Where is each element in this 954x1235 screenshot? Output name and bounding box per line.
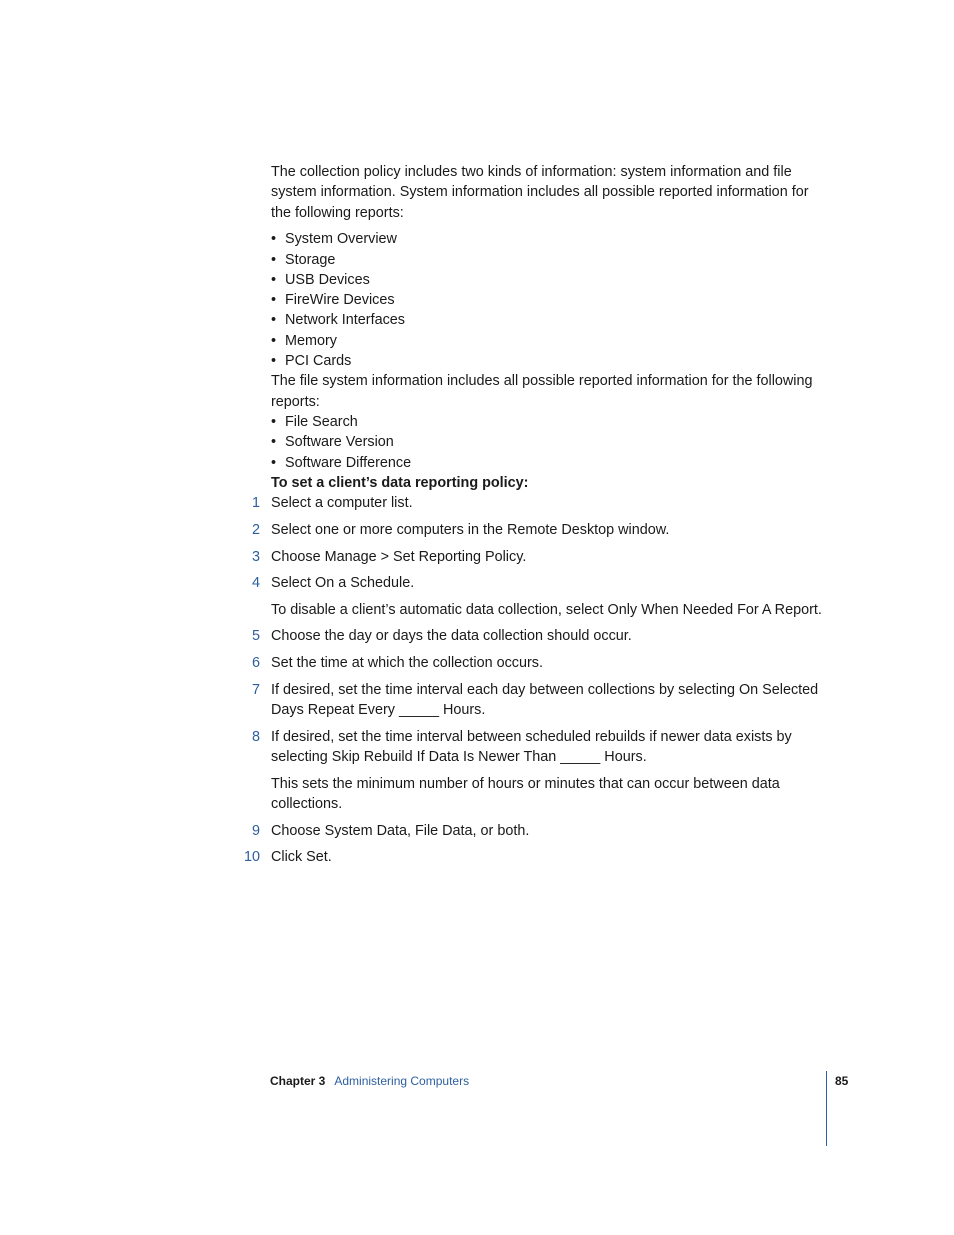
step-8-note: This sets the minimum number of hours or minutes that can occur between data collections. [271, 775, 780, 812]
step-text: If desired, set the time interval each day between collections by selecting On Selected Days Repeat Every _____ Hours. [271, 681, 819, 718]
step-4-note: To disable a client’s automatic data collection, select Only When Needed For A Report. [271, 601, 822, 618]
step-text: Select one or more computers in the Remote Desktop window. [271, 522, 670, 538]
list-item: • FireWire Devices [271, 290, 831, 310]
step-4 [251, 573, 831, 593]
step-7 [251, 680, 831, 721]
step-text: Choose the day or days the data collection should occur. [271, 628, 632, 645]
list-item: • Software Difference [271, 453, 831, 473]
step-text: Choose System Data, File Data, or both. [271, 822, 530, 839]
step-text: Select a computer list. [271, 495, 413, 512]
procedure-steps-continued [251, 626, 831, 767]
procedure-heading: To set a client’s data reporting policy: [271, 475, 529, 491]
step-2 [251, 520, 831, 540]
list-item: • Network Interfaces [271, 310, 831, 330]
step-5 [251, 626, 831, 646]
list-item: • Memory [271, 331, 831, 351]
list-item: • File Search [271, 412, 831, 432]
step-number: 6 [251, 654, 260, 671]
list-item: • Software Version [271, 432, 831, 452]
filesystem-reports-list [271, 412, 831, 473]
step-number: 8 [251, 728, 260, 745]
chapter-label: Chapter 3 [270, 1074, 326, 1088]
footer-divider [826, 1071, 827, 1146]
filesystem-paragraph: The file system information includes all possible reported information for the following reports: [271, 373, 813, 410]
procedure-steps [251, 493, 831, 593]
step-number: 5 [251, 628, 260, 645]
step-text: Click Set. [271, 849, 332, 866]
list-item: • Storage [271, 250, 831, 270]
page-body [243, 162, 831, 874]
step-number: 9 [251, 822, 260, 839]
procedure-steps-final [243, 821, 831, 868]
step-3 [251, 547, 831, 567]
page-footer [270, 1073, 469, 1089]
step-text: Set the time at which the collection occurs. [271, 654, 543, 671]
step-8 [251, 727, 831, 768]
chapter-title: Administering Computers [334, 1074, 470, 1088]
list-item: • PCI Cards [271, 351, 831, 371]
step-text: Choose Manage > Set Reporting Policy. [271, 548, 527, 565]
step-text: Select On a Schedule. [271, 575, 415, 592]
step-6 [251, 653, 831, 673]
step-number: 3 [251, 548, 260, 565]
page-number: 85 [835, 1074, 849, 1088]
list-item: • USB Devices [271, 270, 831, 290]
step-number: 7 [251, 681, 260, 698]
intro-paragraph: The collection policy includes two kinds of information: system information and file system information. System information includes all possible reported information for the following reports: [271, 164, 809, 221]
step-number: 4 [251, 575, 260, 592]
step-number: 10 [243, 849, 260, 866]
step-9 [251, 821, 831, 841]
list-item: • System Overview [271, 229, 831, 249]
step-number: 1 [251, 495, 260, 512]
step-10 [243, 847, 831, 867]
step-number: 2 [251, 522, 260, 538]
system-reports-list [271, 229, 831, 371]
step-text: If desired, set the time interval between scheduled rebuilds if newer data exists by selecting Skip Rebuild If Data Is Newer Than _____ Hours. [271, 728, 792, 765]
step-1 [251, 493, 831, 513]
